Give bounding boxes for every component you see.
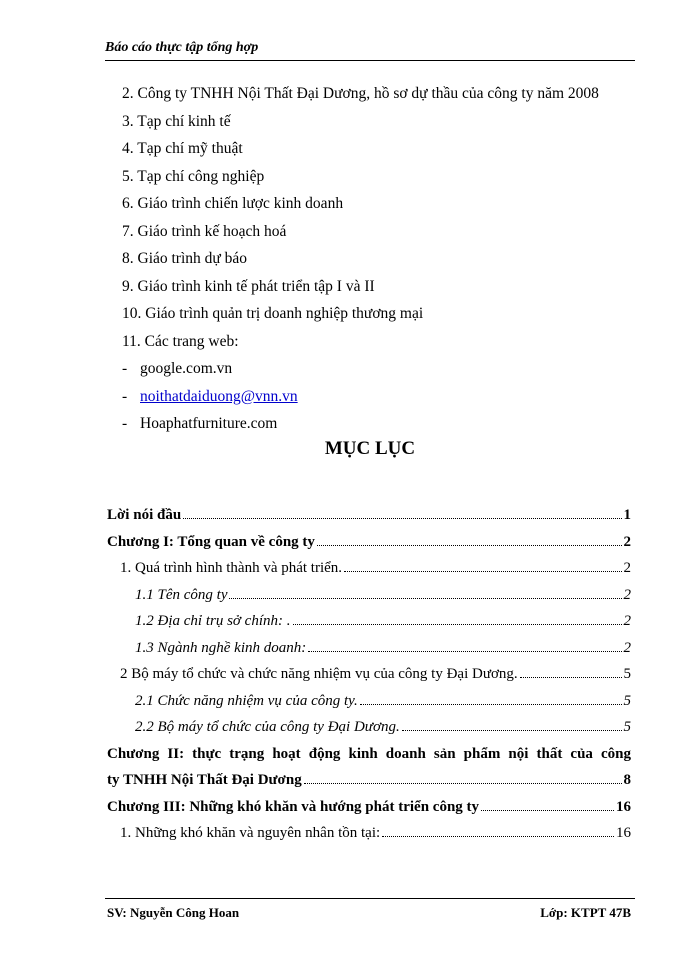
toc-entry-label: Lời nói đầu [107, 507, 182, 523]
reference-item: 11. Các trang web: [122, 332, 239, 350]
toc-leader-dots [304, 768, 622, 784]
header-divider [105, 60, 635, 61]
toc-page-number: 5 [623, 719, 631, 735]
toc-entry[interactable] [107, 635, 631, 662]
website-item [122, 355, 642, 383]
toc-entry[interactable] [107, 555, 631, 582]
toc-leader-dots [520, 662, 622, 678]
toc-entry[interactable] [107, 529, 631, 556]
toc-entry[interactable] [107, 688, 631, 715]
toc-entry-label: Chương III: Những khó khăn và hướng phát triển công ty [107, 798, 480, 815]
toc-entry[interactable] [107, 820, 631, 847]
toc-title: MỤC LỤC [324, 438, 416, 459]
toc-page-number: 2 [623, 560, 631, 576]
toc-entry-label: 1. Quá trình hình thành và phát triển. [120, 560, 343, 576]
toc-leader-dots [293, 609, 622, 625]
list-dash: - [122, 387, 128, 405]
toc-leader-dots [344, 556, 621, 572]
toc-page-number: 2 [623, 639, 631, 656]
toc-entry[interactable] [107, 741, 631, 794]
email-link[interactable]: noithatdaiduong@vnn.vn [140, 387, 298, 405]
toc-page-number: 16 [616, 798, 631, 815]
toc-page-number: 2 [623, 586, 631, 603]
toc-entry-label: Chương II: thực trạng hoạt động kinh doanh sản phẩm nội thất của công [107, 745, 631, 762]
toc-entry[interactable] [107, 582, 631, 609]
toc-leader-dots [402, 715, 622, 731]
toc-leader-dots [317, 530, 622, 546]
page-footer [107, 905, 631, 921]
toc-entry-label: 2 Bộ máy tổ chức và chức năng nhiệm vụ của công ty Đại Dương. [120, 666, 518, 682]
footer-divider [105, 898, 635, 899]
reference-item: 3. Tạp chí kinh tế [122, 112, 231, 130]
toc-entry-label: 2.1 Chức năng nhiệm vụ của công ty. [135, 692, 358, 709]
toc-entry-label: 1.1 Tên công ty [135, 586, 228, 603]
reference-item: 10. Giáo trình quản trị doanh nghiệp thương mại [122, 305, 424, 322]
toc-page-number: 5 [623, 666, 631, 682]
toc-entry[interactable] [107, 608, 631, 635]
student-name: SV: Nguyễn Công Hoan [107, 905, 240, 920]
toc-leader-dots [229, 583, 621, 599]
reference-item: 6. Giáo trình chiến lược kinh doanh [122, 195, 344, 212]
website-item [122, 410, 642, 438]
toc-leader-dots [481, 795, 614, 811]
toc-leader-dots [308, 636, 621, 652]
list-dash: - [122, 360, 128, 377]
toc-entry-label: 2.2 Bộ máy tổ chức của công ty Đại Dương. [135, 719, 400, 735]
table-of-contents [107, 502, 631, 847]
toc-entry[interactable] [107, 794, 631, 821]
page-header-title: Báo cáo thực tập tổng hợp [105, 40, 259, 55]
website-text: Hoaphatfurniture.com [140, 415, 278, 432]
reference-item: 2. Công ty TNHH Nội Thất Đại Dương, hồ sơ dự thầu của công ty năm 2008 [122, 85, 599, 102]
toc-page-number: 1 [623, 507, 631, 523]
toc-page-number: 8 [623, 772, 631, 788]
toc-page-number: 2 [623, 533, 631, 550]
reference-item: 4. Tạp chí mỹ thuật [122, 140, 243, 157]
reference-list [122, 80, 642, 438]
toc-leader-dots [382, 821, 614, 837]
toc-entry[interactable] [107, 714, 631, 741]
reference-item: 8. Giáo trình dự báo [122, 250, 248, 267]
toc-page-number: 16 [616, 825, 631, 841]
toc-entry[interactable] [107, 502, 631, 529]
toc-entry-label: ty TNHH Nội Thất Đại Dương [107, 772, 302, 788]
toc-entry-label: 1.2 Địa chỉ trụ sở chính: . [135, 613, 291, 629]
toc-entry-label: Chương I: Tổng quan về công ty [107, 533, 315, 550]
toc-entry-label: 1.3 Ngành nghề kinh doanh: [135, 639, 307, 656]
toc-entry[interactable] [107, 661, 631, 688]
class-name: Lớp: KTPT 47B [540, 905, 631, 920]
toc-page-number: 2 [623, 613, 631, 629]
reference-item: 9. Giáo trình kinh tế phát triển tập I và II [122, 277, 375, 295]
toc-entry-label: 1. Những khó khăn và nguyên nhân tồn tại: [120, 825, 381, 841]
website-text: google.com.vn [140, 360, 233, 377]
reference-item: 7. Giáo trình kế hoạch hoá [122, 222, 287, 240]
toc-leader-dots [183, 503, 621, 519]
toc-page-number: 5 [623, 692, 631, 709]
reference-item: 5. Tạp chí công nghiệp [122, 167, 265, 185]
list-dash: - [122, 415, 128, 432]
toc-leader-dots [360, 689, 622, 705]
website-item [122, 383, 642, 411]
